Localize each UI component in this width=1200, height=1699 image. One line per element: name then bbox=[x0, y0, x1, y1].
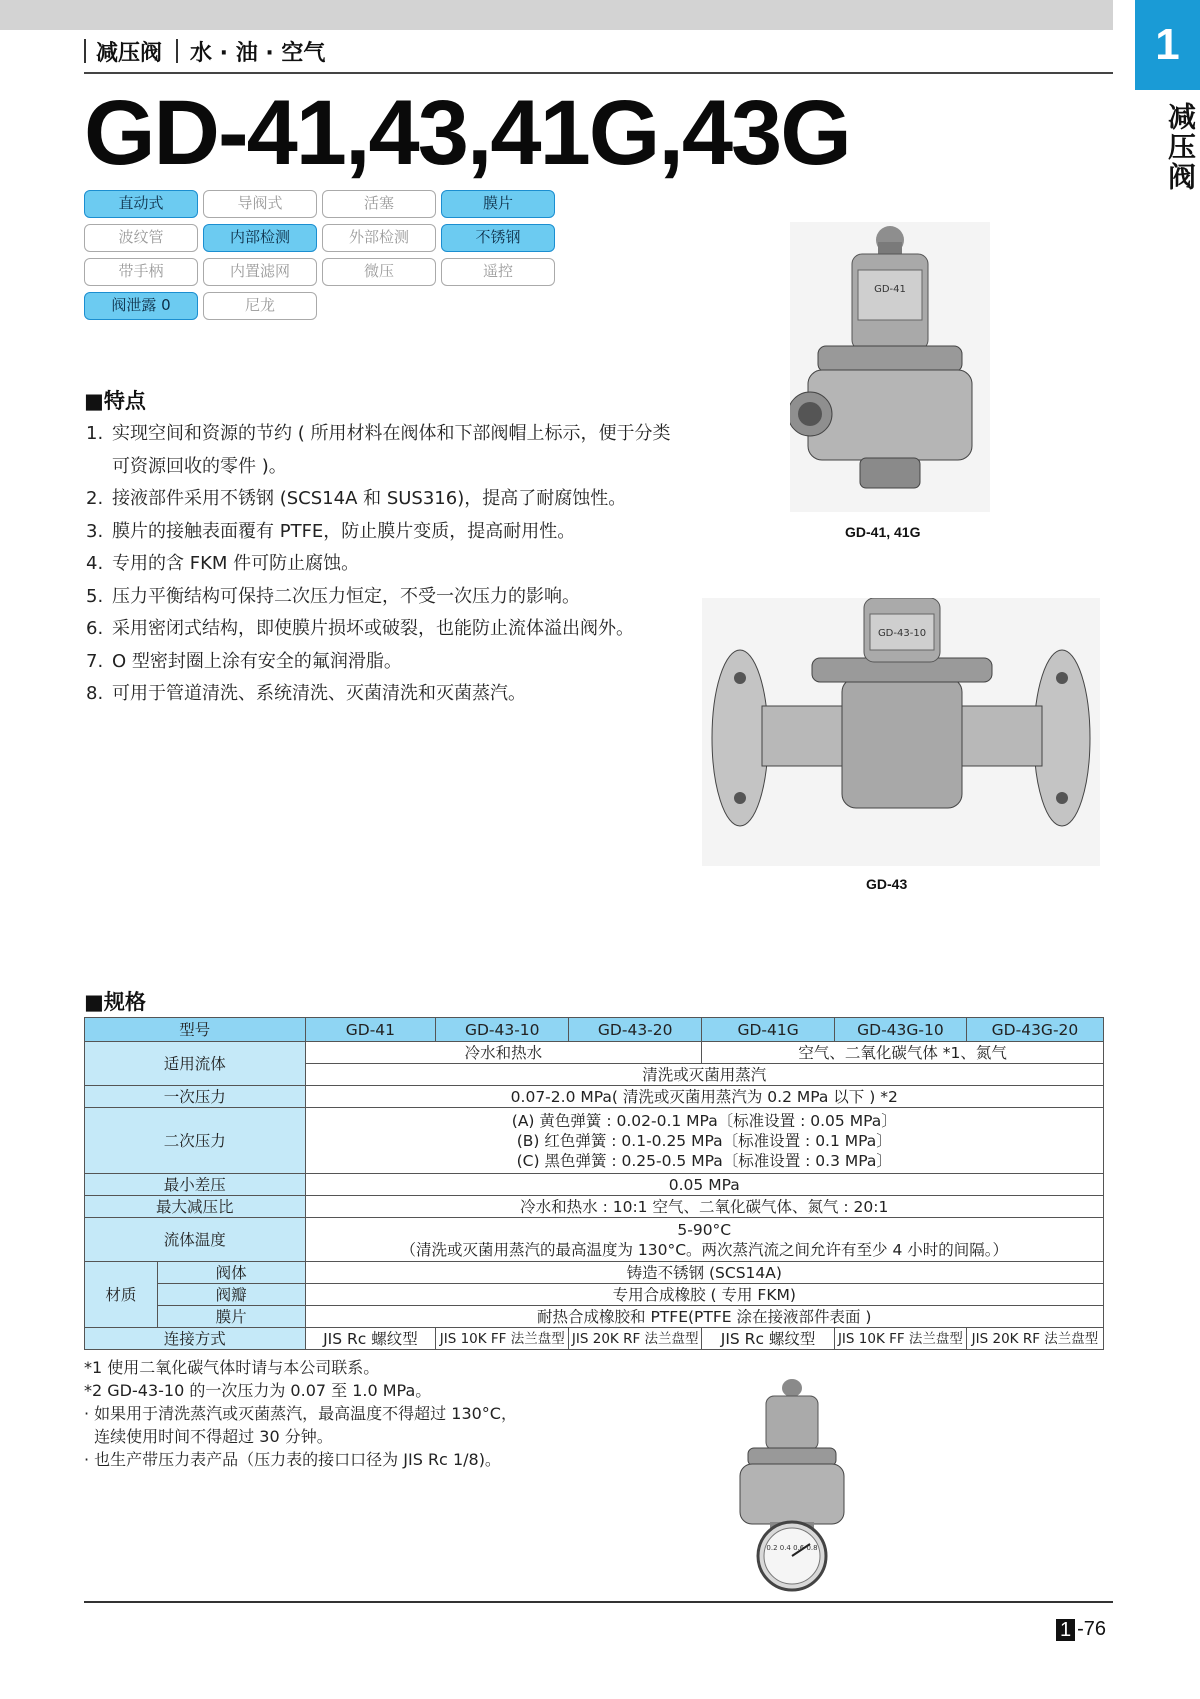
spec-heading: ■规格 bbox=[84, 990, 146, 1014]
row-label: 阀瓣 bbox=[157, 1284, 305, 1306]
row-label: 膜片 bbox=[157, 1306, 305, 1328]
page-number bbox=[1056, 1618, 1106, 1641]
cell: 专用合成橡胶 ( 专用 FKM) bbox=[305, 1284, 1103, 1306]
list-item bbox=[86, 516, 686, 549]
item-text: 膜片的接触表面覆有 PTFE，防止膜片变质，提高耐用性。 bbox=[112, 520, 576, 542]
row-label: 适用流体 bbox=[85, 1042, 306, 1086]
features-list bbox=[86, 418, 686, 711]
item-text: 实现空间和资源的节约 ( 所用材料在阀体和下部阀帽上标示，便于分类可资源回收的零件 )。 bbox=[112, 423, 671, 477]
cell bbox=[305, 1108, 1103, 1174]
item-text: 采用密闭式结构，即使膜片损坏或破裂，也能防止流体溢出阀外。 bbox=[112, 618, 634, 639]
item-number: 5. bbox=[86, 585, 104, 607]
feature-tag-grid bbox=[84, 190, 555, 320]
nameplate-text: GD-41 bbox=[874, 284, 906, 295]
header-cell: GD-41 bbox=[305, 1018, 436, 1042]
row-label: 阀体 bbox=[157, 1262, 305, 1284]
item-text: 专用的含 FKM 件可防止腐蚀。 bbox=[112, 553, 360, 574]
cell: JIS 20K RF 法兰盘型 bbox=[569, 1328, 702, 1350]
chapter-tab: 1 bbox=[1135, 0, 1200, 90]
gd-43-caption: GD-43 bbox=[866, 876, 908, 892]
cell: 铸造不锈钢 (SCS14A) bbox=[305, 1262, 1103, 1284]
gauge-valve-photo bbox=[730, 1378, 855, 1592]
spec-table bbox=[84, 1017, 1104, 1350]
table-row bbox=[85, 1196, 1104, 1218]
header-cell: 型号 bbox=[85, 1018, 306, 1042]
feature-tag: 尼龙 bbox=[203, 292, 317, 320]
chapter-label: 减压阀 bbox=[1164, 102, 1197, 192]
feature-tag: 阀泄露 0 bbox=[84, 292, 198, 320]
page-title: GD-41,43,41G,43G bbox=[84, 82, 850, 184]
row-label: 最小差压 bbox=[85, 1174, 306, 1196]
gd-41-caption: GD-41, 41G bbox=[845, 524, 921, 540]
cell: 清洗或灭菌用蒸汽 bbox=[305, 1064, 1103, 1086]
gd-43-photo bbox=[702, 598, 1100, 866]
feature-tag: 遥控 bbox=[441, 258, 555, 286]
table-header-row bbox=[85, 1018, 1104, 1042]
feature-tag: 膜片 bbox=[441, 190, 555, 218]
feature-tag: 带手柄 bbox=[84, 258, 198, 286]
cell: 冷水和热水 : 10:1 空气、二氧化碳气体、氮气 : 20:1 bbox=[305, 1196, 1103, 1218]
footnotes bbox=[84, 1356, 517, 1471]
row-label: 二次压力 bbox=[85, 1108, 306, 1174]
table-row bbox=[85, 1042, 1104, 1064]
temp-note: （清洗或灭菌用蒸汽的最高温度为 130°C。两次蒸汽流之间允许有至少 4 小时的间隔。） bbox=[400, 1240, 1009, 1259]
cell: JIS 20K RF 法兰盘型 bbox=[966, 1328, 1103, 1350]
row-label: 一次压力 bbox=[85, 1086, 306, 1108]
feature-tag: 微压 bbox=[322, 258, 436, 286]
item-number: 7. bbox=[86, 650, 104, 672]
table-row bbox=[85, 1284, 1104, 1306]
top-gray-bar bbox=[0, 0, 1113, 30]
footnote: · 如果用于清洗蒸汽或灭菌蒸汽，最高温度不得超过 130°C， bbox=[84, 1404, 517, 1423]
header-cell: GD-43G-20 bbox=[966, 1018, 1103, 1042]
list-item bbox=[86, 581, 686, 614]
footnote: *1 使用二氧化碳气体时请与本公司联系。 bbox=[84, 1358, 380, 1377]
breadcrumb bbox=[84, 36, 325, 66]
nameplate-text: GD-43-10 bbox=[877, 628, 927, 639]
footnote: 连续使用时间不得超过 30 分钟。 bbox=[84, 1427, 333, 1446]
list-item bbox=[86, 646, 686, 679]
list-item bbox=[86, 548, 686, 581]
table-row bbox=[85, 1306, 1104, 1328]
header-cell: GD-43G-10 bbox=[834, 1018, 966, 1042]
cell: 0.05 MPa bbox=[305, 1174, 1103, 1196]
cell: JIS Rc 螺纹型 bbox=[305, 1328, 436, 1350]
row-label: 连接方式 bbox=[85, 1328, 306, 1350]
table-row bbox=[85, 1218, 1104, 1262]
item-number: 6. bbox=[86, 618, 104, 639]
footer-rule bbox=[84, 1601, 1113, 1603]
item-number: 1. bbox=[86, 423, 104, 444]
list-item bbox=[86, 613, 686, 646]
row-label: 材质 bbox=[85, 1262, 158, 1328]
feature-tag: 直动式 bbox=[84, 190, 198, 218]
cell: JIS Rc 螺纹型 bbox=[702, 1328, 835, 1350]
cell: 耐热合成橡胶和 PTFE(PTFE 涂在接液部件表面 ) bbox=[305, 1306, 1103, 1328]
gd-41-photo bbox=[790, 222, 990, 512]
item-text: O 型密封圈上涂有安全的氟润滑脂。 bbox=[112, 650, 402, 672]
cell: 空气、二氧化碳气体 *1、氮气 bbox=[702, 1042, 1104, 1064]
header-cell: GD-41G bbox=[702, 1018, 835, 1042]
list-item bbox=[86, 678, 686, 711]
feature-tag: 内置滤网 bbox=[203, 258, 317, 286]
feature-tag: 外部检测 bbox=[322, 224, 436, 252]
feature-tag: 不锈钢 bbox=[441, 224, 555, 252]
page-index: -76 bbox=[1077, 1618, 1107, 1640]
table-row bbox=[85, 1328, 1104, 1350]
table-row bbox=[85, 1262, 1104, 1284]
temp-range: 5-90°C bbox=[677, 1220, 732, 1239]
breadcrumb-divider bbox=[84, 39, 86, 63]
feature-tag: 导阀式 bbox=[203, 190, 317, 218]
header-rule bbox=[84, 72, 1113, 74]
row-label: 最大减压比 bbox=[85, 1196, 306, 1218]
cell: 0.07-2.0 MPa( 清洗或灭菌用蒸汽为 0.2 MPa 以下 ) *2 bbox=[305, 1086, 1103, 1108]
row-label: 流体温度 bbox=[85, 1218, 306, 1262]
cell: JIS 10K FF 法兰盘型 bbox=[834, 1328, 966, 1350]
footnote: *2 GD-43-10 的一次压力为 0.07 至 1.0 MPa。 bbox=[84, 1381, 432, 1400]
header-cell: GD-43-20 bbox=[569, 1018, 702, 1042]
item-number: 3. bbox=[86, 520, 104, 542]
item-number: 8. bbox=[86, 683, 104, 704]
item-text: 可用于管道清洗、系统清洗、灭菌清洗和灭菌蒸汽。 bbox=[112, 683, 526, 704]
footnote: · 也生产带压力表产品（压力表的接口口径为 JIS Rc 1/8)。 bbox=[84, 1450, 501, 1469]
list-item bbox=[86, 483, 686, 516]
table-row bbox=[85, 1086, 1104, 1108]
features-heading: ■特点 bbox=[84, 389, 146, 413]
item-text: 压力平衡结构可保持二次压力恒定，不受一次压力的影响。 bbox=[112, 585, 580, 607]
header-cell: GD-43-10 bbox=[436, 1018, 569, 1042]
breadcrumb-fluids: 水 · 油 · 空气 bbox=[190, 40, 326, 66]
cell: 冷水和热水 bbox=[305, 1042, 702, 1064]
item-number: 2. bbox=[86, 488, 104, 509]
item-number: 4. bbox=[86, 553, 104, 574]
spring-a: (A) 黄色弹簧 : 0.02-0.1 MPa〔标准设置 : 0.05 MPa〕 bbox=[511, 1111, 897, 1130]
table-row bbox=[85, 1108, 1104, 1174]
feature-tag: 活塞 bbox=[322, 190, 436, 218]
spring-b: (B) 红色弹簧 : 0.1-0.25 MPa〔标准设置 : 0.1 MPa〕 bbox=[516, 1131, 892, 1150]
item-text: 接液部件采用不锈钢 (SCS14A 和 SUS316)，提高了耐腐蚀性。 bbox=[112, 488, 627, 509]
table-row bbox=[85, 1174, 1104, 1196]
gauge-scale-text: 0.2 0.4 0.6 0.8 bbox=[766, 1544, 818, 1552]
breadcrumb-category: 减压阀 bbox=[96, 40, 163, 66]
spring-c: (C) 黑色弹簧 : 0.25-0.5 MPa〔标准设置 : 0.3 MPa〕 bbox=[516, 1151, 892, 1170]
feature-tag: 波纹管 bbox=[84, 224, 198, 252]
breadcrumb-divider bbox=[176, 39, 178, 63]
list-item bbox=[86, 418, 686, 483]
page-section: 1 bbox=[1056, 1619, 1075, 1641]
cell: JIS 10K FF 法兰盘型 bbox=[436, 1328, 569, 1350]
cell bbox=[305, 1218, 1103, 1262]
feature-tag: 内部检测 bbox=[203, 224, 317, 252]
